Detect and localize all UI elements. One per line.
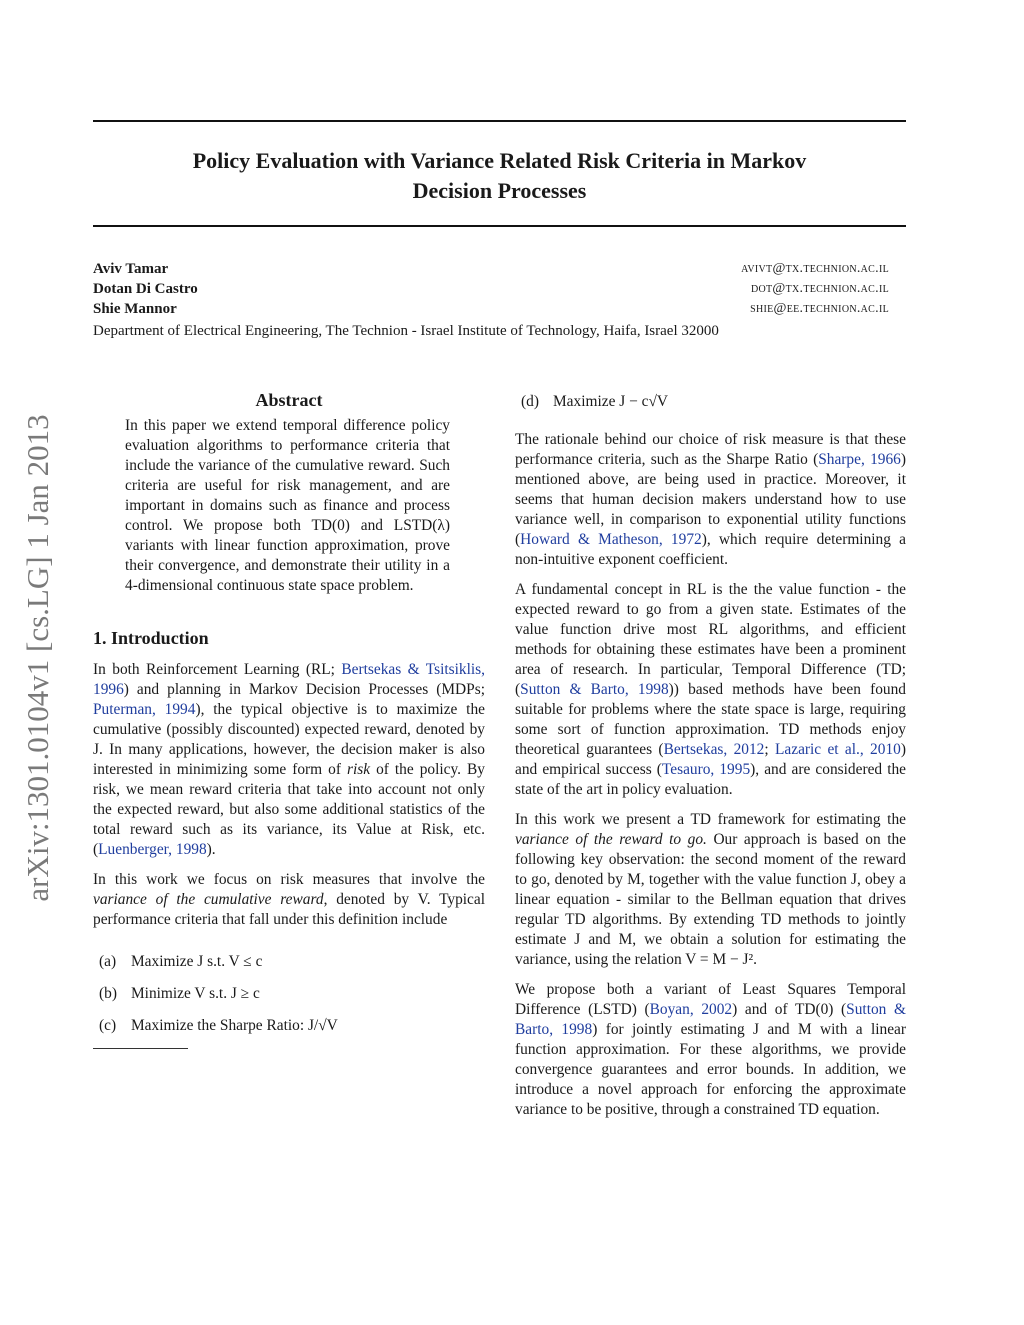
left-column bbox=[93, 388, 485, 1049]
text-run: ) and empirical success ( bbox=[515, 741, 906, 778]
intro-paragraph-2 bbox=[93, 870, 485, 930]
text-run: of the policy. By risk, we mean reward criteria that take into account not only the expected reward, but also some additional statistics of the total reward such as its variance, its Value at Risk, etc. ( bbox=[93, 761, 485, 858]
text-run: ) for jointly estimating J and M with a linear function approximation. For these algorithms, we provide convergence guarantees and error bounds. In addition, we introduce a novel approach for enforcing the approximate variance to be positive, through a constrained TD equation. bbox=[515, 1021, 907, 1118]
criterion-marker: (d) bbox=[521, 393, 539, 410]
text-run: ), and are considered the state of the art in policy evaluation. bbox=[515, 761, 906, 798]
author-name: Shie Mannor bbox=[93, 301, 177, 317]
citation-link[interactable]: Sharpe, 1966 bbox=[818, 451, 901, 468]
text-run: A fundamental concept in RL is the the value function - the expected reward to go from a given state. Estimates of the value function drive most RL algorithms, and efficient methods for obtaining these estimates have been a prominent area of research. In particular, Temporal Difference (TD; ( bbox=[515, 581, 906, 698]
paper-title bbox=[93, 146, 906, 206]
criterion-text: Maximize J s.t. V ≤ c bbox=[131, 953, 263, 970]
text-run: ), the typical objective is to maximize the cumulative (possibly discounted) expected reward, denoted by J. In many applications, however, the decision maker is also interested in minimizing some form of bbox=[93, 701, 485, 778]
section-heading-introduction: 1. Introduction bbox=[93, 628, 209, 648]
emphasis: variance of the reward to go. bbox=[515, 831, 707, 848]
criterion-text: Maximize J − c√V bbox=[553, 393, 669, 410]
criterion-marker: (b) bbox=[99, 985, 117, 1002]
intro-paragraph-6 bbox=[515, 980, 906, 1120]
abstract-heading: Abstract bbox=[255, 390, 323, 410]
text-run: We propose both a variant of Least Squares Temporal Difference (LSTD) ( bbox=[515, 981, 906, 1018]
author-email[interactable]: dot@tx.technion.ac.il bbox=[750, 281, 889, 296]
right-column bbox=[515, 388, 906, 1130]
intro-paragraph-3 bbox=[515, 430, 906, 570]
criterion-marker: (a) bbox=[99, 953, 117, 970]
criterion-item bbox=[99, 1016, 485, 1036]
affiliation: Department of Electrical Engineering, The Technion - Israel Institute of Technology, Haifa, Israel 32000 bbox=[93, 323, 719, 339]
footnote-rule bbox=[93, 1048, 188, 1049]
author-row bbox=[93, 261, 889, 281]
criterion-item bbox=[99, 984, 485, 1004]
intro-paragraph-1 bbox=[93, 660, 485, 860]
intro-paragraph-4 bbox=[515, 580, 906, 800]
text-run: ), which require determining a non-intuitive exponent coefficient. bbox=[515, 531, 906, 568]
author-name: Dotan Di Castro bbox=[93, 281, 198, 297]
title-bottom-rule bbox=[93, 225, 906, 227]
criterion-item bbox=[99, 952, 485, 972]
text-run: In this work we focus on risk measures that involve the bbox=[93, 871, 485, 888]
text-run: ; bbox=[764, 741, 769, 758]
author-name: Aviv Tamar bbox=[93, 261, 169, 277]
author-row bbox=[93, 301, 889, 321]
arxiv-stamp: arXiv:1301.0104v1 [cs.LG] 1 Jan 2013 bbox=[20, 414, 55, 902]
author-email[interactable]: shie@ee.technion.ac.il bbox=[750, 301, 889, 316]
criterion-marker: (c) bbox=[99, 1017, 117, 1034]
citation-link[interactable]: Lazaric et al., 2010 bbox=[775, 741, 901, 758]
criterion-item bbox=[521, 392, 906, 412]
criterion-text: Minimize V s.t. J ≥ c bbox=[131, 985, 260, 1002]
text-run: , denoted by V. Typical performance criteria that fall under this definition include bbox=[93, 891, 485, 928]
citation-link[interactable]: Sutton & Barto, 1998 bbox=[520, 681, 669, 698]
citation-link[interactable]: Howard & Matheson, 1972 bbox=[520, 531, 702, 548]
citation-link[interactable]: Luenberger, 1998 bbox=[98, 841, 207, 858]
text-run: ) and planning in Markov Decision Processes (MDPs; bbox=[123, 681, 485, 698]
text-run: ) and of TD(0) ( bbox=[732, 1001, 847, 1018]
text-run: )) based methods have been found suitable for problems where the state space is large, requiring some sort of function approximation. TD methods enjoy theoretical guarantees ( bbox=[515, 681, 906, 758]
citation-link[interactable]: Bertsekas, 2012 bbox=[663, 741, 765, 758]
author-email[interactable]: avivt@tx.technion.ac.il bbox=[741, 261, 889, 276]
criterion-text: Maximize the Sharpe Ratio: J/√V bbox=[131, 1017, 338, 1034]
text-run: Our approach is based on the following key observation: the second moment of the reward to go, denoted by M, together with the value function J, obey a linear equation - similar to the Bellman equation that drives regular TD algorithms. By extending TD methods to jointly estimate J and M, we obtain a solution for estimating the variance, using the relation V = M − J². bbox=[515, 831, 906, 968]
citation-link[interactable]: Puterman, 1994 bbox=[93, 701, 196, 718]
intro-paragraph-5 bbox=[515, 810, 906, 970]
abstract-body: In this paper we extend temporal difference policy evaluation algorithms to performance criteria that include the variance of the cumulative reward. Such criteria are useful for risk management, and are important in domains such as finance and process control. We propose both TD(0) and LSTD(λ) variants with linear function approximation, prove their convergence, and demonstrate their utility in a 4-dimensional continuous state space problem. bbox=[125, 417, 450, 594]
citation-link[interactable]: Bertsekas & Tsitsiklis, 1996 bbox=[93, 661, 485, 698]
text-run: In both Reinforcement Learning (RL; bbox=[93, 661, 335, 678]
emphasis: risk bbox=[346, 761, 371, 778]
text-run: ). bbox=[206, 841, 216, 858]
text-run: In this work we present a TD framework for estimating the bbox=[515, 811, 906, 828]
title-line-1: Policy Evaluation with Variance Related Risk Criteria in Markov bbox=[192, 148, 807, 173]
emphasis: variance of the cumulative reward bbox=[93, 891, 324, 908]
author-row bbox=[93, 281, 889, 301]
text-run: The rationale behind our choice of risk measure is that these performance criteria, such as the Sharpe Ratio ( bbox=[515, 431, 906, 468]
title-line-2: Decision Processes bbox=[412, 178, 587, 203]
text-run: ) mentioned above, are being used in practice. Moreover, it seems that human decision makers understand how to use variance well, in comparison to exponential utility functions ( bbox=[515, 451, 906, 548]
citation-link[interactable]: Sutton & Barto, 1998 bbox=[515, 1001, 906, 1038]
citation-link[interactable]: Tesauro, 1995 bbox=[661, 761, 751, 778]
title-top-rule bbox=[93, 120, 906, 122]
citation-link[interactable]: Boyan, 2002 bbox=[649, 1001, 733, 1018]
